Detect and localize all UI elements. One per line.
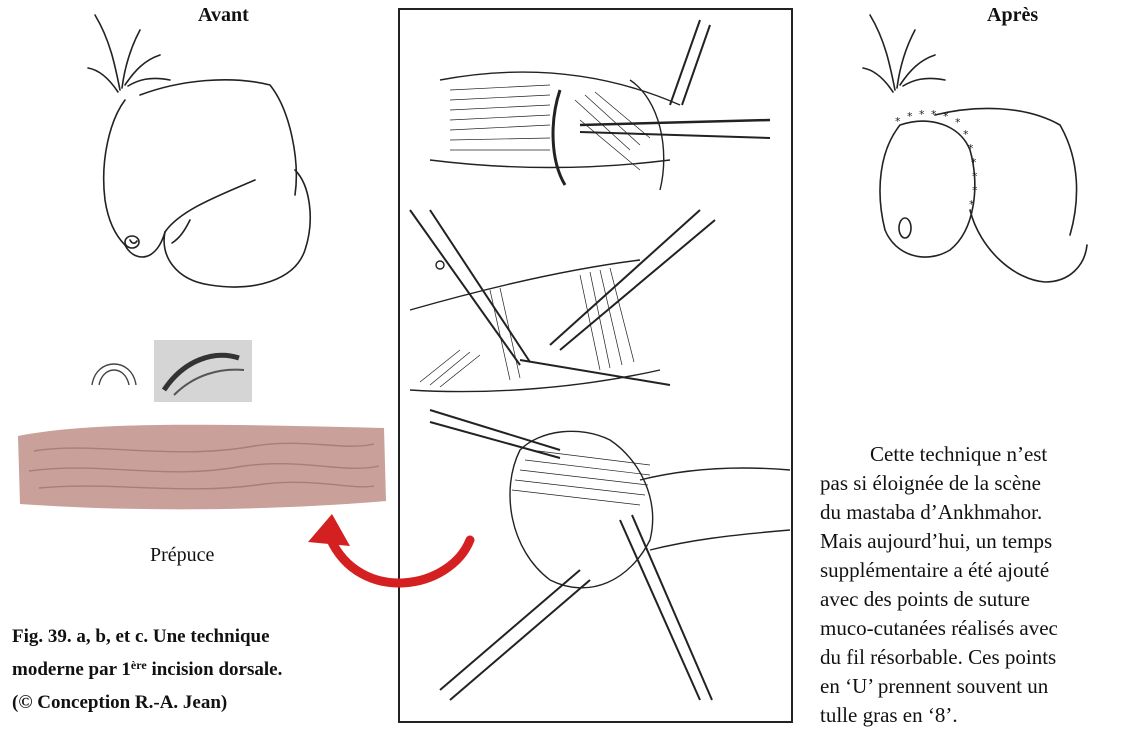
body-line: pas si éloignée de la scène (820, 471, 1041, 495)
red-curved-arrow-icon (300, 510, 480, 600)
step-c-illustration (430, 410, 790, 700)
prepuce-image (14, 416, 389, 516)
body-line: muco-cutanées réalisés avec (820, 616, 1058, 640)
svg-text:*: * (963, 128, 969, 141)
body-line: supplémentaire a été ajouté (820, 558, 1050, 582)
before-heading: Avant (198, 4, 249, 26)
body-line: en ‘U’ prennent souvent un (820, 674, 1049, 698)
body-line: Mais aujourd’hui, un temps (820, 529, 1053, 553)
procedure-illustrations (400, 10, 791, 721)
body-line: du fil résorbable. Ces points (820, 645, 1057, 669)
svg-text:*: * (931, 108, 937, 121)
caption-line-3: (© Conception R.-A. Jean) (12, 692, 228, 713)
svg-text:*: * (919, 108, 925, 121)
after-drawing (855, 10, 1125, 295)
after-heading: Après (987, 4, 1039, 26)
svg-text:*: * (969, 198, 975, 211)
body-line: avec des points de suture (820, 587, 1030, 611)
step-a-illustration (430, 20, 770, 190)
u-shape-icon (88, 347, 140, 387)
caption-superscript: ère (130, 658, 147, 672)
suture-photo-thumbnail (154, 340, 252, 402)
caption-line-2-text: moderne par 1 (12, 659, 131, 680)
svg-text:*: * (971, 156, 977, 169)
body-line: tulle gras en ‘8’. (820, 703, 958, 727)
caption-line-2-rest: incision dorsale. (146, 659, 283, 680)
prepuce-label: Prépuce (150, 544, 215, 566)
caption-line-2 (12, 653, 392, 686)
svg-text:*: * (972, 170, 978, 183)
svg-text:*: * (943, 110, 949, 123)
body-line: du mastaba d’Ankhmahor. (820, 500, 1043, 524)
body-line-text: Cette technique n’est (870, 442, 1048, 466)
svg-text:*: * (907, 110, 913, 123)
svg-text:*: * (895, 115, 901, 128)
body-paragraph (820, 440, 1136, 730)
before-drawing (80, 10, 350, 295)
svg-text:*: * (968, 142, 974, 155)
caption-line-1: Fig. 39. a, b, et c. Une technique (12, 626, 270, 647)
svg-text:*: * (955, 116, 961, 129)
svg-text:*: * (972, 184, 978, 197)
procedure-panel (398, 8, 793, 723)
figure-caption (12, 620, 392, 719)
body-line (820, 440, 1136, 469)
step-b-illustration (410, 210, 715, 392)
